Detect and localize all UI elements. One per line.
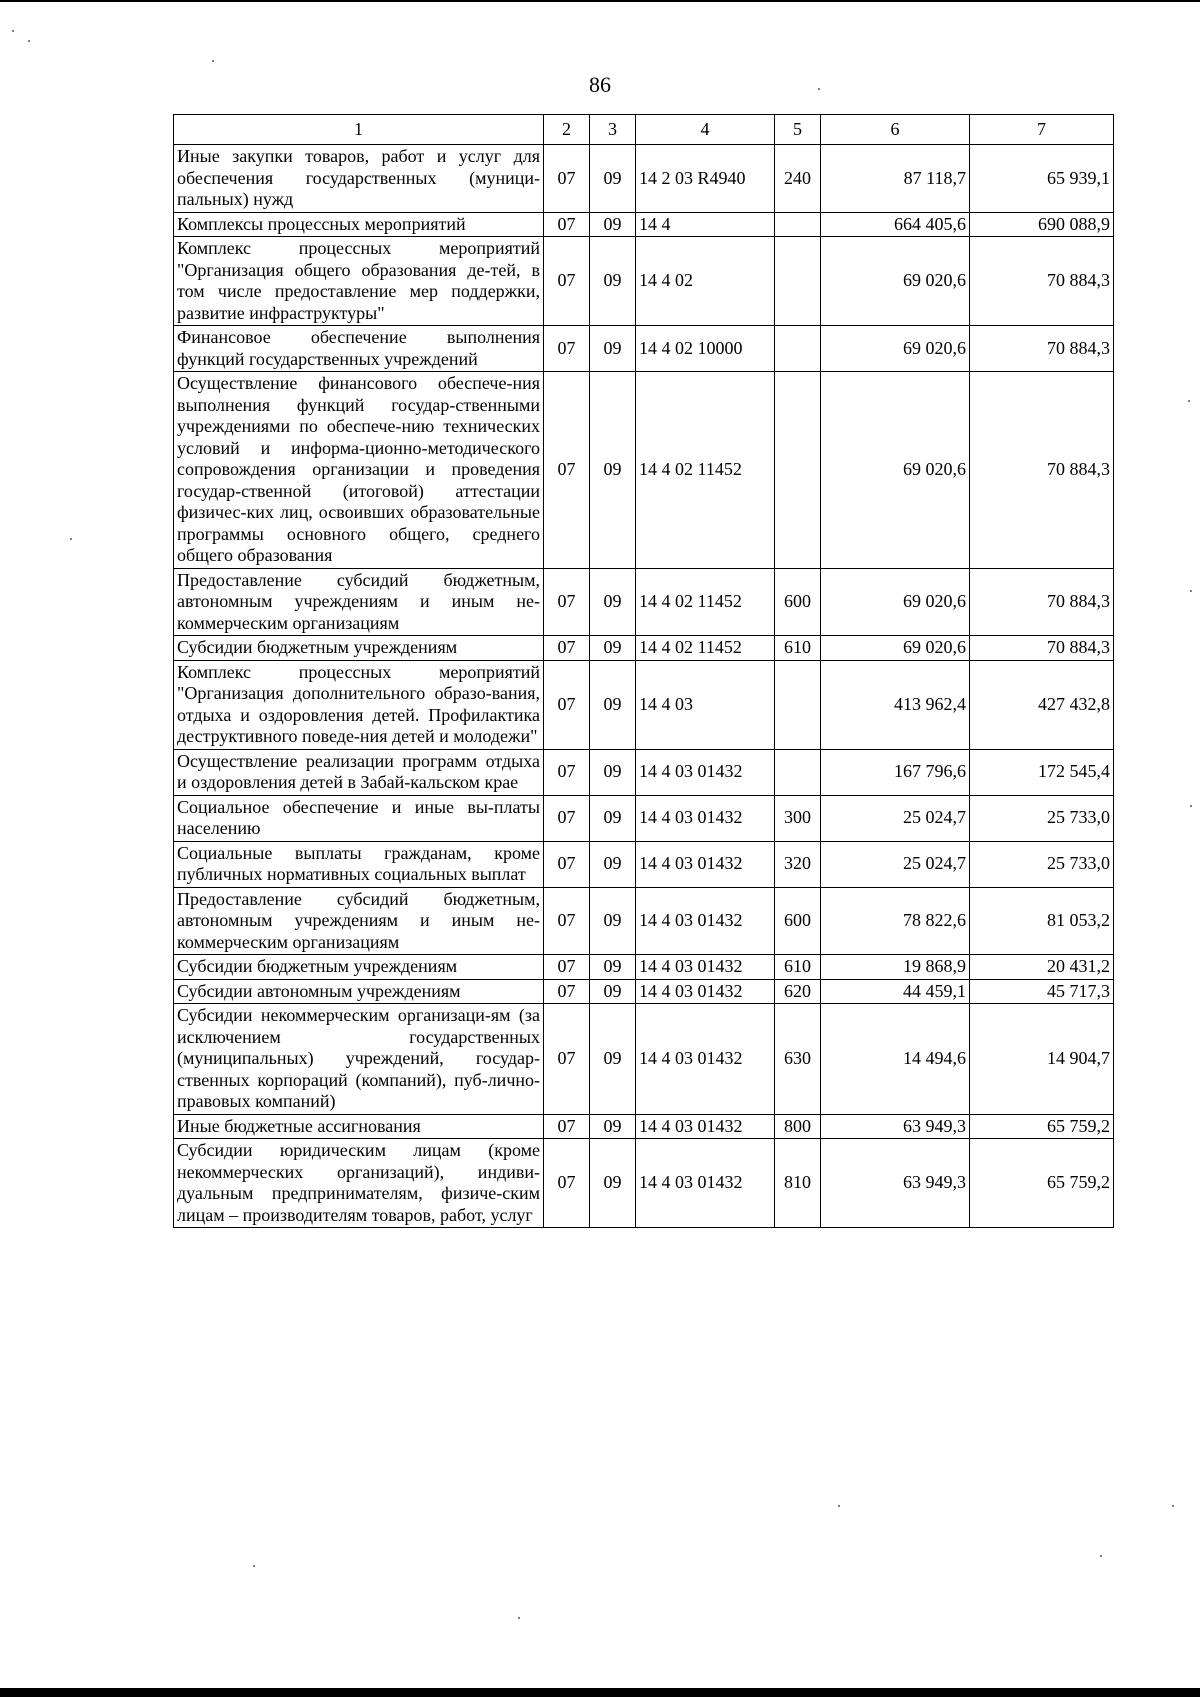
- table-row: [174, 979, 1114, 1004]
- scan-speck: [212, 60, 214, 62]
- row-name-cell: Субсидии юридическим лицам (кроме некоммерческих организаций), индиви-дуальным предпринимателям, физиче-ским лицам – производителям товаров, работ, услуг: [174, 1139, 544, 1228]
- table-row: [174, 841, 1114, 887]
- header-col-3: 3: [590, 115, 636, 145]
- row-name-cell: Субсидии бюджетным учреждениям: [174, 955, 544, 980]
- scan-speck: [12, 30, 14, 32]
- subsection-code-cell: 09: [590, 1004, 636, 1115]
- scan-speck: [1188, 400, 1190, 402]
- expense-type-cell: 610: [775, 955, 821, 980]
- target-article-cell: 14 4: [636, 212, 775, 237]
- amount-year2-cell: 70 884,3: [970, 568, 1114, 636]
- target-article-cell: 14 4 03 01432: [636, 887, 775, 955]
- scan-speck: [1100, 1555, 1102, 1557]
- section-code-cell: 07: [544, 955, 590, 980]
- header-col-6: 6: [821, 115, 970, 145]
- row-name-cell: Социальное обеспечение и иные вы-платы населению: [174, 795, 544, 841]
- page-number: 86: [589, 72, 611, 97]
- scan-top-border: [0, 0, 1200, 2]
- target-article-cell: 14 4 03 01432: [636, 1114, 775, 1139]
- section-code-cell: 07: [544, 795, 590, 841]
- expense-type-cell: 240: [775, 145, 821, 213]
- table-row: [174, 660, 1114, 749]
- scan-speck: [1172, 1505, 1174, 1507]
- section-code-cell: 07: [544, 326, 590, 372]
- subsection-code-cell: 09: [590, 636, 636, 661]
- table-row: [174, 372, 1114, 569]
- amount-year2-cell: 70 884,3: [970, 372, 1114, 569]
- subsection-code-cell: 09: [590, 326, 636, 372]
- amount-year2-cell: 427 432,8: [970, 660, 1114, 749]
- expense-type-cell: 810: [775, 1139, 821, 1228]
- section-code-cell: 07: [544, 887, 590, 955]
- expense-type-cell: [775, 212, 821, 237]
- expense-type-cell: [775, 326, 821, 372]
- amount-year1-cell: 69 020,6: [821, 568, 970, 636]
- row-name-cell: Субсидии автономным учреждениям: [174, 979, 544, 1004]
- amount-year1-cell: 78 822,6: [821, 887, 970, 955]
- amount-year2-cell: 14 904,7: [970, 1004, 1114, 1115]
- target-article-cell: 14 4 02 11452: [636, 568, 775, 636]
- amount-year1-cell: 167 796,6: [821, 749, 970, 795]
- amount-year1-cell: 664 405,6: [821, 212, 970, 237]
- row-name-cell: Комплекс процессных мероприятий "Организация дополнительного образо-вания, отдыха и оздоровления детей. Профилактика деструктивного поведе-ния детей и молодежи": [174, 660, 544, 749]
- scan-speck: [253, 1565, 255, 1567]
- amount-year2-cell: 25 733,0: [970, 841, 1114, 887]
- section-code-cell: 07: [544, 749, 590, 795]
- target-article-cell: 14 4 02 10000: [636, 326, 775, 372]
- target-article-cell: 14 4 03 01432: [636, 1004, 775, 1115]
- header-col-5: 5: [775, 115, 821, 145]
- amount-year2-cell: 70 884,3: [970, 326, 1114, 372]
- header-col-4: 4: [636, 115, 775, 145]
- amount-year1-cell: 63 949,3: [821, 1114, 970, 1139]
- table-row: [174, 326, 1114, 372]
- amount-year1-cell: 25 024,7: [821, 841, 970, 887]
- amount-year2-cell: 65 759,2: [970, 1114, 1114, 1139]
- amount-year1-cell: 69 020,6: [821, 372, 970, 569]
- amount-year2-cell: 172 545,4: [970, 749, 1114, 795]
- row-name-cell: Осуществление реализации программ отдыха и оздоровления детей в Забай-кальском крае: [174, 749, 544, 795]
- amount-year1-cell: 44 459,1: [821, 979, 970, 1004]
- amount-year2-cell: 70 884,3: [970, 237, 1114, 326]
- section-code-cell: 07: [544, 568, 590, 636]
- subsection-code-cell: 09: [590, 212, 636, 237]
- section-code-cell: 07: [544, 372, 590, 569]
- amount-year2-cell: 65 759,2: [970, 1139, 1114, 1228]
- amount-year1-cell: 413 962,4: [821, 660, 970, 749]
- target-article-cell: 14 4 03 01432: [636, 1139, 775, 1228]
- target-article-cell: 14 4 02: [636, 237, 775, 326]
- scan-speck: [1190, 805, 1192, 807]
- scan-speck: [518, 1617, 520, 1619]
- row-name-cell: Комплексы процессных мероприятий: [174, 212, 544, 237]
- section-code-cell: 07: [544, 237, 590, 326]
- header-col-1: 1: [174, 115, 544, 145]
- table-row: [174, 795, 1114, 841]
- subsection-code-cell: 09: [590, 749, 636, 795]
- table-row: [174, 212, 1114, 237]
- amount-year2-cell: 25 733,0: [970, 795, 1114, 841]
- target-article-cell: 14 4 03 01432: [636, 841, 775, 887]
- table-row: [174, 568, 1114, 636]
- amount-year1-cell: 25 024,7: [821, 795, 970, 841]
- row-name-cell: Субсидии бюджетным учреждениям: [174, 636, 544, 661]
- row-name-cell: Комплекс процессных мероприятий "Организация общего образования де-тей, в том числе предоставление мер поддержки, развитие инфраструктуры": [174, 237, 544, 326]
- expense-type-cell: 620: [775, 979, 821, 1004]
- section-code-cell: 07: [544, 636, 590, 661]
- row-name-cell: Осуществление финансового обеспече-ния выполнения функций государ-ственными учреждениями по обеспече-нию технических условий и информа-ционно-методического сопровождения организации и проведения государ-ственной (итоговой) аттестации физичес-ких лиц, освоивших образовательные программы основного общего, среднего общего образования: [174, 372, 544, 569]
- table-row: [174, 1004, 1114, 1115]
- table-row: [174, 887, 1114, 955]
- expense-type-cell: 630: [775, 1004, 821, 1115]
- amount-year2-cell: 20 431,2: [970, 955, 1114, 980]
- subsection-code-cell: 09: [590, 841, 636, 887]
- section-code-cell: 07: [544, 212, 590, 237]
- budget-table: [173, 114, 1114, 1228]
- expense-type-cell: 300: [775, 795, 821, 841]
- subsection-code-cell: 09: [590, 955, 636, 980]
- target-article-cell: 14 4 02 11452: [636, 372, 775, 569]
- section-code-cell: 07: [544, 1004, 590, 1115]
- expense-type-cell: 600: [775, 887, 821, 955]
- table-row: [174, 237, 1114, 326]
- amount-year1-cell: 69 020,6: [821, 237, 970, 326]
- expense-type-cell: 610: [775, 636, 821, 661]
- row-name-cell: Предоставление субсидий бюджетным, автономным учреждениям и иным не-коммерческим организациям: [174, 568, 544, 636]
- scan-bottom-border: [0, 1688, 1200, 1697]
- scan-speck: [1190, 590, 1192, 592]
- target-article-cell: 14 4 02 11452: [636, 636, 775, 661]
- target-article-cell: 14 4 03 01432: [636, 749, 775, 795]
- section-code-cell: 07: [544, 841, 590, 887]
- subsection-code-cell: 09: [590, 979, 636, 1004]
- subsection-code-cell: 09: [590, 1139, 636, 1228]
- section-code-cell: 07: [544, 979, 590, 1004]
- amount-year1-cell: 69 020,6: [821, 326, 970, 372]
- row-name-cell: Предоставление субсидий бюджетным, автономным учреждениям и иным не-коммерческим организациям: [174, 887, 544, 955]
- subsection-code-cell: 09: [590, 568, 636, 636]
- table-row: [174, 636, 1114, 661]
- amount-year1-cell: 14 494,6: [821, 1004, 970, 1115]
- section-code-cell: 07: [544, 145, 590, 213]
- table-row: [174, 1114, 1114, 1139]
- row-name-cell: Социальные выплаты гражданам, кроме публичных нормативных социальных выплат: [174, 841, 544, 887]
- table-row: [174, 749, 1114, 795]
- amount-year2-cell: 65 939,1: [970, 145, 1114, 213]
- subsection-code-cell: 09: [590, 887, 636, 955]
- table-row: [174, 145, 1114, 213]
- scan-speck: [70, 538, 72, 540]
- target-article-cell: 14 4 03: [636, 660, 775, 749]
- section-code-cell: 07: [544, 1114, 590, 1139]
- amount-year2-cell: 81 053,2: [970, 887, 1114, 955]
- scan-speck: [838, 1505, 840, 1507]
- expense-type-cell: 800: [775, 1114, 821, 1139]
- row-name-cell: Иные бюджетные ассигнования: [174, 1114, 544, 1139]
- amount-year2-cell: 45 717,3: [970, 979, 1114, 1004]
- target-article-cell: 14 4 03 01432: [636, 955, 775, 980]
- table-row: [174, 1139, 1114, 1228]
- expense-type-cell: [775, 237, 821, 326]
- amount-year2-cell: 690 088,9: [970, 212, 1114, 237]
- subsection-code-cell: 09: [590, 237, 636, 326]
- section-code-cell: 07: [544, 660, 590, 749]
- target-article-cell: 14 4 03 01432: [636, 979, 775, 1004]
- scan-speck: [818, 88, 820, 90]
- target-article-cell: 14 2 03 R4940: [636, 145, 775, 213]
- amount-year1-cell: 87 118,7: [821, 145, 970, 213]
- table-row: [174, 955, 1114, 980]
- expense-type-cell: 320: [775, 841, 821, 887]
- subsection-code-cell: 09: [590, 145, 636, 213]
- subsection-code-cell: 09: [590, 372, 636, 569]
- amount-year1-cell: 63 949,3: [821, 1139, 970, 1228]
- scan-speck: [28, 40, 30, 42]
- table-body: [174, 145, 1114, 1228]
- row-name-cell: Субсидии некоммерческим организаци-ям (за исключением государственных (муниципальных) учреждений, государ-ственных корпораций (компаний), пуб-лично-правовых компаний): [174, 1004, 544, 1115]
- row-name-cell: Финансовое обеспечение выполнения функций государственных учреждений: [174, 326, 544, 372]
- amount-year1-cell: 69 020,6: [821, 636, 970, 661]
- amount-year1-cell: 19 868,9: [821, 955, 970, 980]
- subsection-code-cell: 09: [590, 795, 636, 841]
- expense-type-cell: [775, 749, 821, 795]
- expense-type-cell: 600: [775, 568, 821, 636]
- subsection-code-cell: 09: [590, 660, 636, 749]
- amount-year2-cell: 70 884,3: [970, 636, 1114, 661]
- expense-type-cell: [775, 372, 821, 569]
- header-col-7: 7: [970, 115, 1114, 145]
- header-col-2: 2: [544, 115, 590, 145]
- section-code-cell: 07: [544, 1139, 590, 1228]
- subsection-code-cell: 09: [590, 1114, 636, 1139]
- target-article-cell: 14 4 03 01432: [636, 795, 775, 841]
- expense-type-cell: [775, 660, 821, 749]
- row-name-cell: Иные закупки товаров, работ и услуг для обеспечения государственных (муници-пальных) нужд: [174, 145, 544, 213]
- table-header-row: [174, 115, 1114, 145]
